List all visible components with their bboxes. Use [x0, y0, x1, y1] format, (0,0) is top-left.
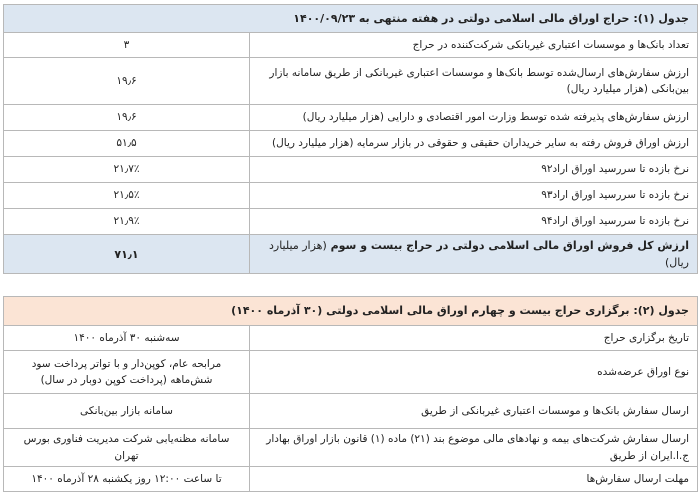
row-value: سامانه بازار بین‌بانکی: [4, 394, 250, 429]
table-row: [4, 58, 698, 105]
row-label: مهلت ارسال سفارش‌ها: [250, 467, 698, 492]
row-label: نرخ بازده تا سررسید اوراق اراد۹۳: [250, 183, 698, 209]
auction-results-table: [3, 4, 698, 274]
row-label: نرخ بازده تا سررسید اوراق اراد۹۲: [250, 157, 698, 183]
row-label: ارزش سفارش‌های پذیرفته شده توسط وزارت امور اقتصادی و دارایی (هزار میلیارد ریال): [250, 105, 698, 131]
total-label: [250, 235, 698, 274]
table-row: [4, 429, 698, 467]
table-row: [4, 394, 698, 429]
row-value: ۳: [4, 33, 250, 58]
row-label: ارسال سفارش شرکت‌های بیمه و نهادهای مالی موضوع بند (۲۱) ماده (۱) قانون بازار اوراق بهادار ج.ا.ایران از طریق: [250, 429, 698, 467]
row-label: نوع اوراق عرضه‌شده: [250, 351, 698, 394]
total-label-text: ارزش کل فروش اوراق مالی اسلامی دولتی در حراج بیست و سوم: [330, 239, 689, 252]
table2-title-row: [4, 297, 698, 326]
row-label: ارزش اوراق فروش رفته به سایر خریداران حقیقی و حقوقی در بازار سرمایه (هزار میلیارد ریال): [250, 131, 698, 157]
row-value: تا ساعت ۱۲:۰۰ روز یکشنبه ۲۸ آذرماه ۱۴۰۰: [4, 467, 250, 492]
table-row: [4, 183, 698, 209]
table2-title: جدول (۲): برگزاری حراج بیست و چهارم اوراق مالی اسلامی دولتی (۳۰ آذرماه ۱۴۰۰): [4, 297, 698, 326]
row-value: مرابحه عام، کوپن‌دار و با تواتر پرداخت سود شش‌ماهه (پرداخت کوپن دوبار در سال): [4, 351, 250, 394]
row-value: ۲۱٫۹٪: [4, 209, 250, 235]
row-label: ارسال سفارش بانک‌ها و موسسات اعتباری غیربانکی از طریق: [250, 394, 698, 429]
table1-total-row: [4, 235, 698, 274]
table1-title-row: [4, 5, 698, 33]
row-value: سه‌شنبه ۳۰ آذرماه ۱۴۰۰: [4, 326, 250, 351]
row-value: ۲۱٫۵٪: [4, 183, 250, 209]
total-unit: (هزار میلیارد ریال): [268, 239, 689, 270]
table-row: [4, 467, 698, 492]
table-row: [4, 105, 698, 131]
table-row: [4, 33, 698, 58]
table-row: [4, 351, 698, 394]
table-row: [4, 157, 698, 183]
row-label: ارزش سفارش‌های ارسال‌شده توسط بانک‌ها و موسسات اعتباری غیربانکی از طریق سامانه بازار بین‌بانکی (هزار میلیارد ریال): [250, 58, 698, 105]
table-row: [4, 131, 698, 157]
table-row: [4, 209, 698, 235]
row-label: نرخ بازده تا سررسید اوراق اراد۹۴: [250, 209, 698, 235]
row-label: تاریخ برگزاری حراج: [250, 326, 698, 351]
total-value: ۷۱٫۱: [4, 235, 250, 274]
table1-title: جدول (۱): حراج اوراق مالی اسلامی دولتی در هفته منتهی به ۱۴۰۰/۰۹/۲۳: [4, 5, 698, 33]
next-auction-table: [3, 296, 698, 492]
row-value: ۵۱٫۵: [4, 131, 250, 157]
row-value: ۱۹٫۶: [4, 58, 250, 105]
row-value: ۱۹٫۶: [4, 105, 250, 131]
row-label: تعداد بانک‌ها و موسسات اعتباری غیربانکی شرکت‌کننده در حراج: [250, 33, 698, 58]
table-row: [4, 326, 698, 351]
row-value: ۲۱٫۷٪: [4, 157, 250, 183]
row-value: سامانه مظنه‌یابی شرکت مدیریت فناوری بورس تهران: [4, 429, 250, 467]
